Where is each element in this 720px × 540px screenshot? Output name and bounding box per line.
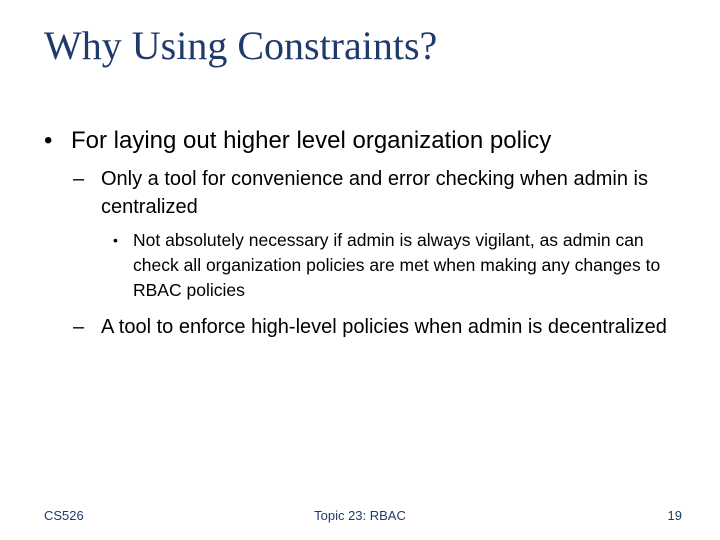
sub-bullet-text: Only a tool for convenience and error checking when admin is centralized [101,168,648,218]
bullet-level1 [44,126,684,156]
sub-bullet-text: A tool to enforce high-level policies when admin is decentralized [101,316,667,338]
sub-bullet-decentralized [73,313,683,341]
bullet-marker: • [44,127,53,154]
footer-page-number: 19 [667,508,682,523]
dash-marker: – [73,168,85,190]
dash-marker: – [73,316,85,338]
slide-title: Why Using Constraints? [44,23,438,68]
sub-sub-bullet-vigilant [113,228,683,303]
sub-bullet-centralized [73,165,683,221]
bullet-text: For laying out higher level organization policy [71,127,552,154]
footer-course: CS526 [44,508,84,523]
sub-sub-bullet-text: Not absolutely necessary if admin is always vigilant, as admin can check all organization policies are met when making any changes to RBAC policies [133,230,661,300]
bullet-marker: • [113,232,118,248]
footer-topic: Topic 23: RBAC [314,508,406,523]
